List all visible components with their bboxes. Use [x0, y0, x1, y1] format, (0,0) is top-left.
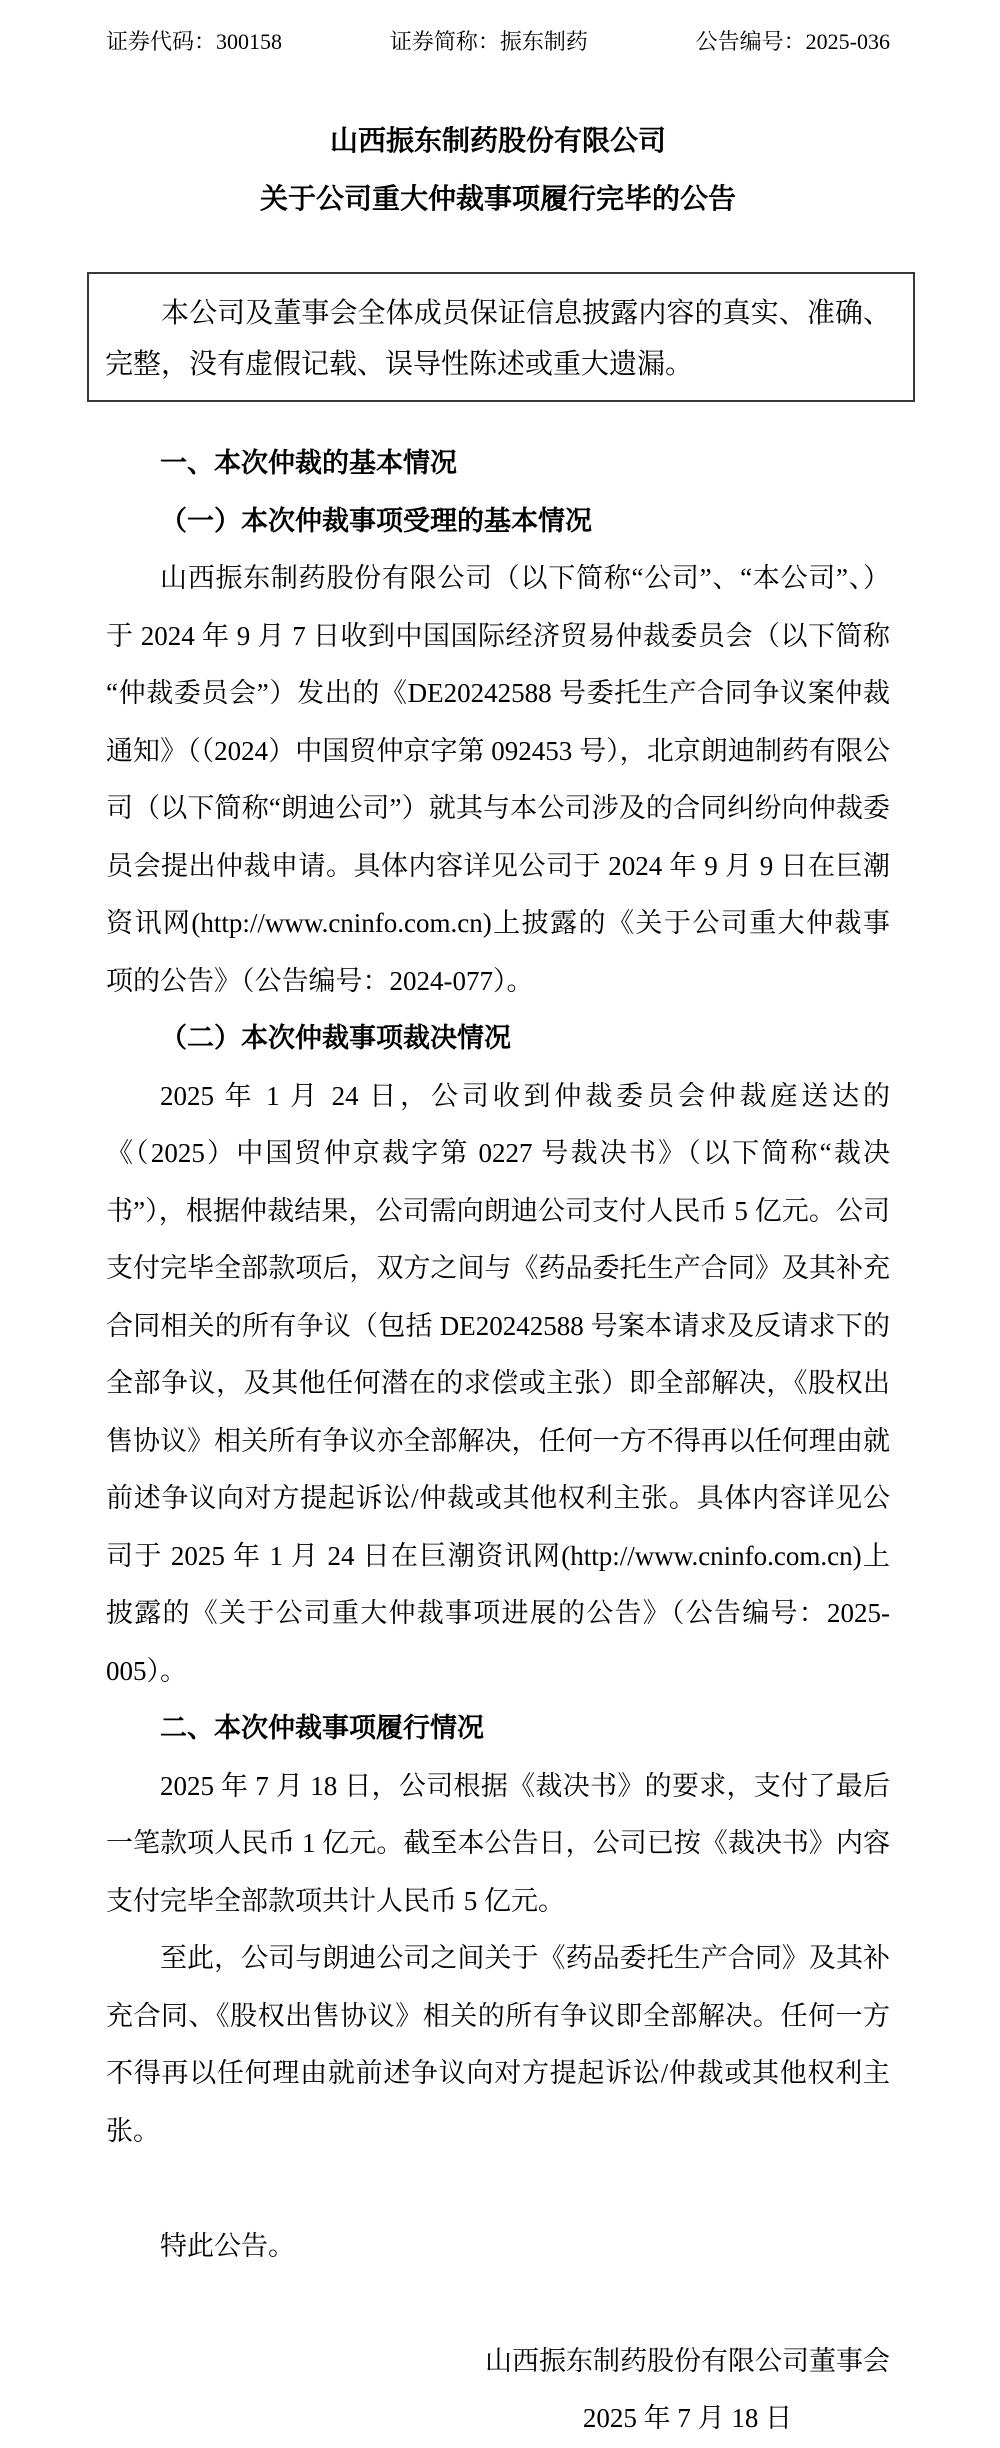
- paragraph-payment-details: 2025 年 7 月 18 日，公司根据《裁决书》的要求，支付了最后一笔款项人民币 1 亿元。截至本公告日，公司已按《裁决书》内容支付完毕全部款项共计人民币 5 亿元。: [106, 1770, 890, 1916]
- subsection-heading-acceptance: （一）本次仲裁事项受理的基本情况: [160, 505, 592, 536]
- subsection-heading-ruling: （二）本次仲裁事项裁决情况: [160, 1023, 511, 1053]
- paragraph-acceptance-details: 山西振东制药股份有限公司（以下简称“公司”、“本公司”、）于 2024 年 9 月 7 日收到中国国际经济贸易仲裁委员会（以下简称“仲裁委员会”）发出的《DE20242588 号委托生产合同争议案仲裁通知》（（2024）中国贸仲京字第 092453 号），北京朗迪制药有限公司（以下简称“朗迪公司”）就其与本公司涉及的合同纠纷向仲裁委员会提出仲裁申请。具体内容详见公司于 2024 年 9 月 9 日在巨潮资讯网(http://www.cninfo.com.cn)上披露的《关于公司重大仲裁事项的公告》（公告编号：2024-077）。: [106, 563, 890, 996]
- announcement-number: 公告编号：2025-036: [695, 29, 890, 54]
- signature-date: 2025 年 7 月 18 日: [582, 2403, 793, 2433]
- signature-company: 山西振东制药股份有限公司董事会: [485, 2345, 890, 2376]
- stock-name: 证券简称：振东制药: [389, 29, 588, 54]
- securities-header: [106, 26, 890, 58]
- paragraph-ruling-details: 2025 年 1 月 24 日，公司收到仲裁委员会仲裁庭送达的《（2025）中国贸仲京裁字第 0227 号裁决书》（以下简称“裁决书”），根据仲裁结果，公司需向朗迪公司支付人民币 5 亿元。公司支付完毕全部款项后，双方之间与《药品委托生产合同》及其补充合同相关的所有争议（包括 DE20242588 号案本请求及反请求下的全部争议，及其他任何潜在的求偿或主张）即全部解决，《股权出售协议》相关所有争议亦全部解决，任何一方不得再以任何理由就前述争议向对方提起诉讼/仲裁或其他权利主张。具体内容详见公司于 2025 年 1 月 24 日在巨潮资讯网(http://www.cninfo.com.cn)上披露的《关于公司重大仲裁事项进展的公告》（公告编号：2025-005）。: [106, 1080, 890, 1686]
- disclaimer-box: [87, 272, 915, 402]
- company-title: 山西振东制药股份有限公司: [329, 126, 666, 157]
- signature-block: [485, 2333, 890, 2448]
- disclaimer-text: 本公司及董事会全体成员保证信息披露内容的真实、准确、完整，没有虚假记载、误导性陈述或重大遗漏。: [105, 298, 891, 380]
- closing-statement: 特此公告。: [160, 2230, 295, 2261]
- section-heading-performance: 二、本次仲裁事项履行情况: [160, 1713, 484, 1743]
- stock-code: 证券代码：300158: [106, 29, 283, 54]
- paragraph-resolution-details: 至此，公司与朗迪公司之间关于《药品委托生产合同》及其补充合同、《股权出售协议》相关的所有争议即全部解决。任何一方不得再以任何理由就前述争议向对方提起诉讼/仲裁或其他权利主张。: [106, 1943, 890, 2146]
- section-heading-arbitration-basics: 一、本次仲裁的基本情况: [160, 448, 457, 478]
- announcement-body: [106, 435, 890, 2275]
- announcement-title: 关于公司重大仲裁事项履行完毕的公告: [259, 184, 736, 215]
